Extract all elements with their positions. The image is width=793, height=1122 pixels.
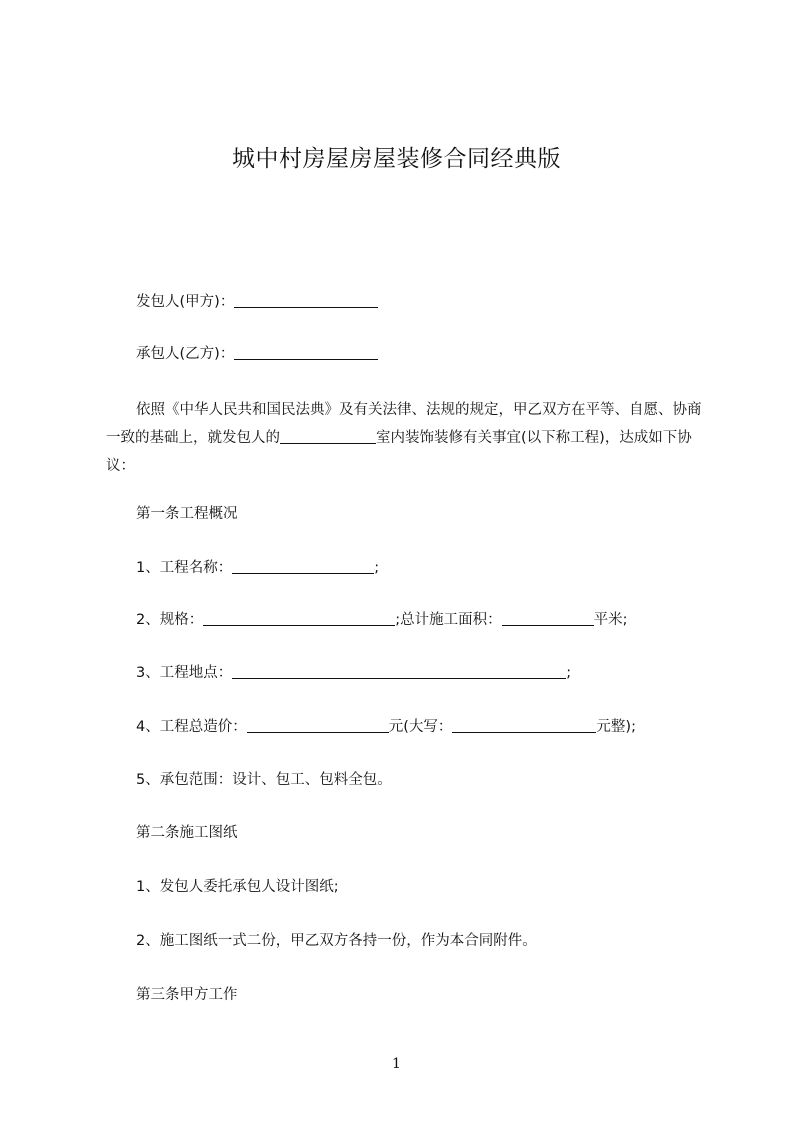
- party-b-label: 承包人(乙方)：: [136, 346, 235, 362]
- party-b-line: [136, 340, 696, 368]
- item2-mid: ;总计施工面积：: [395, 612, 502, 628]
- item2-label: 2、规格：: [136, 612, 204, 628]
- party-a-label: 发包人(甲方)：: [136, 294, 235, 310]
- article1-item3: [136, 659, 696, 687]
- item1-end: ;: [374, 560, 380, 576]
- intro-text-2: 室内装饰装修有关事宜(以下称工程)，达成如下协议：: [106, 430, 692, 474]
- party-b-blank: [234, 344, 378, 360]
- project-name-blank: [232, 558, 374, 574]
- item3-end: ;: [566, 665, 572, 681]
- document-title: 城中村房屋房屋装修合同经典版: [232, 146, 561, 172]
- location-blank: [232, 663, 566, 679]
- spec-blank: [203, 610, 395, 626]
- page-number: 1: [392, 1056, 401, 1072]
- intro-blank: [280, 428, 376, 444]
- item1-label: 1、工程名称：: [136, 560, 233, 576]
- article1-heading: 第一条工程概况: [136, 506, 238, 522]
- article1-item5: 5、承包范围：设计、包工、包料全包。: [136, 772, 392, 788]
- party-a-blank: [234, 292, 378, 308]
- article2-heading: 第二条施工图纸: [136, 825, 238, 841]
- price-blank: [247, 717, 389, 733]
- item4-label: 4、工程总造价：: [136, 719, 247, 735]
- item4-mid: 元(大写：: [388, 719, 453, 735]
- article1-item1: [136, 554, 696, 582]
- article1-item2: [136, 606, 696, 634]
- party-a-line: [136, 288, 696, 316]
- item3-label: 3、工程地点：: [136, 665, 233, 681]
- intro-paragraph: [106, 396, 708, 480]
- price-words-blank: [452, 717, 596, 733]
- article2-item2: 2、施工图纸一式二份，甲乙双方各持一份，作为本合同附件。: [136, 933, 537, 949]
- intro-text-1: 依照《中华人民共和国民法典》及有关法律、法规的规定，甲乙双方在平等、自愿、协商一致的基础上，就发包人的: [106, 402, 702, 446]
- area-blank: [502, 610, 594, 626]
- article3-heading: 第三条甲方工作: [136, 987, 238, 1003]
- item4-end: 元整);: [596, 719, 636, 735]
- item2-end: 平米;: [593, 612, 628, 628]
- article1-item4: [136, 713, 696, 741]
- article2-item1: 1、发包人委托承包人设计图纸;: [136, 879, 339, 895]
